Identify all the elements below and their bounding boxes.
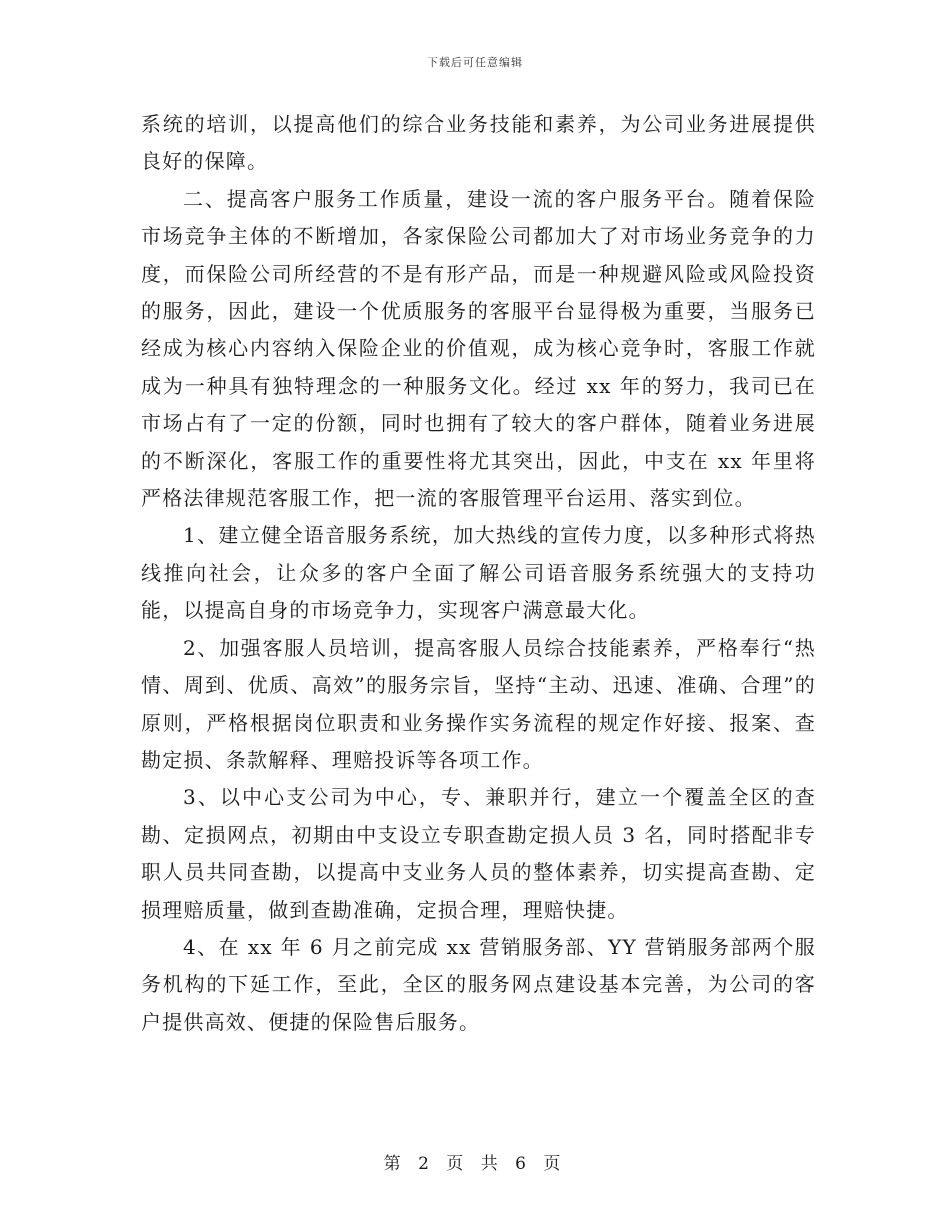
page-header: 下载后可任意编辑 <box>427 56 523 69</box>
paragraph-item-2: 2、加强客服人员培训，提高客服人员综合技能素养，严格奉行“热情、周到、优质、高效”的服务宗旨，坚持“主动、迅速、准确、合理”的原则，严格根据岗位职责和业务操作实务流程的规定作好接、报案、查勘定损、条款解释、理赔投诉等各项工作。 <box>141 635 816 772</box>
paragraph-item-1: 1、建立健全语音服务系统，加大热线的宣传力度，以多种形式将热线推向社会，让众多的客户全面了解公司语音服务系统强大的支持功能，以提高自身的市场竞争力，实现客户满意最大化。 <box>141 523 816 623</box>
paragraph-item-4: 4、在 xx 年 6 月之前完成 xx 营销服务部、YY 营销服务部两个服务机构的下延工作，至此，全区的服务网点建设基本完善，为公司的客户提供高效、便捷的保险售后服务。 <box>141 934 816 1034</box>
paragraph-section-two: 二、提高客户服务工作质量，建设一流的客户服务平台。随着保险市场竞争主体的不断增加，各家保险公司都加大了对市场业务竞争的力度，而保险公司所经营的不是有形产品，而是一种规避风险或风险投资的服务，因此，建设一个优质服务的客服平台显得极为重要，当服务已经成为核心内容纳入保险企业的价值观，成为核心竞争时，客服工作就成为一种具有独特理念的一种服务文化。经过 xx 年的努力，我司已在市场占有了一定的份额，同时也拥有了较大的客户群体，随着业务进展的不断深化，客服工作的重要性将尤其突出，因此，中支在 xx 年里将严格法律规范客服工作，把一流的客服管理平台运用、落实到位。 <box>141 186 816 511</box>
paragraph-item-3: 3、以中心支公司为中心，专、兼职并行，建立一个覆盖全区的查勘、定损网点，初期由中支设立专职查勘定损人员 3 名，同时搭配非专职人员共同查勘，以提高中支业务人员的整体素养，切实提高查勘、定损理赔质量，做到查勘准确，定损合理，理赔快捷。 <box>141 785 816 922</box>
paragraph-continued: 系统的培训，以提高他们的综合业务技能和素养，为公司业务进展提供良好的保障。 <box>141 112 816 174</box>
document-body <box>141 106 816 1041</box>
page-number-footer: 第 2 页 共 6 页 <box>383 1154 567 1174</box>
